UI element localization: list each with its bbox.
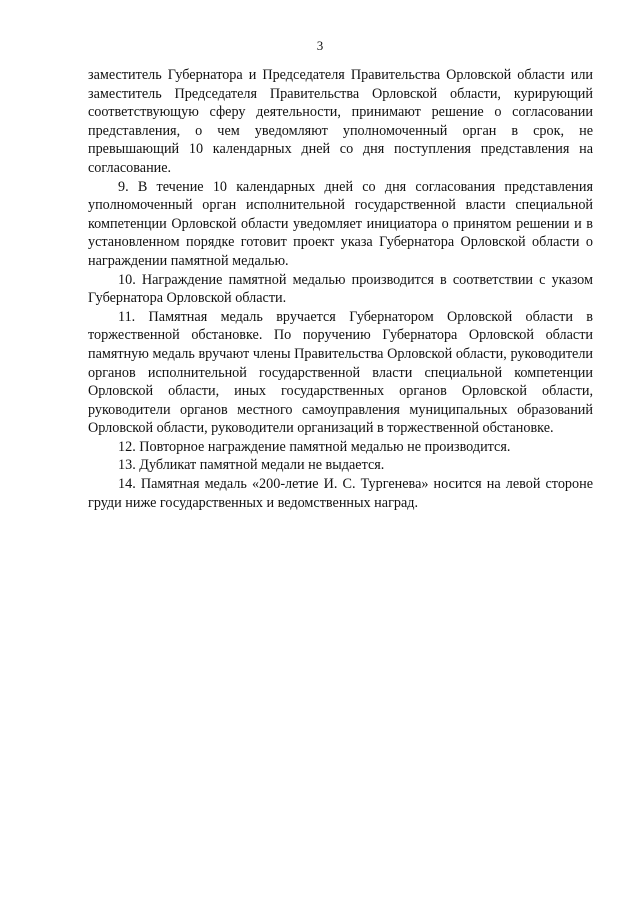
paragraph-item-12: 12. Повторное награждение памятной медалью не производится. xyxy=(118,438,511,455)
paragraph-item-9: 9. В течение 10 календарных дней со дня согласования представления уполномоченный орган исполнительной государственной власти специальной компетенции Орловской области уведомляет инициатора о принятом решении и в установленном порядке готовит проект указа Губернатора Орловской области о награждении памятной медалью. xyxy=(88,178,593,269)
paragraph-item-13: 13. Дубликат памятной медали не выдается. xyxy=(118,457,385,474)
document-body xyxy=(88,66,593,512)
paragraph-continuation: заместитель Губернатора и Председателя Правительства Орловской области или заместитель Председателя Правительства Орловской области, курирующий соответствующую сферу деятельности, принимают решение о согласовании представления, о чем уведомляют уполномоченный орган в срок, не превышающий 10 календарных дней со дня поступления представления на согласование. xyxy=(88,67,593,176)
page-number: 3 xyxy=(316,38,324,53)
paragraph-item-14: 14. Памятная медаль «200-летие И. С. Тургенева» носится на левой стороне груди ниже государственных и ведомственных наград. xyxy=(88,476,593,511)
paragraph-item-10: 10. Награждение памятной медалью производится в соответствии с указом Губернатора Орловской области. xyxy=(88,271,593,307)
paragraph-item-11: 11. Памятная медаль вручается Губернатором Орловской области в торжественной обстановке. По поручению Губернатора Орловской области памятную медаль вручают члены Правительства Орловской области, руководители органов исполнительной государственной власти специальной компетенции Орловской области, иных государственных органов Орловской области, руководители органов местного самоуправления муниципальных образований Орловской области, руководители организаций в торжественной обстановке. xyxy=(88,308,593,437)
